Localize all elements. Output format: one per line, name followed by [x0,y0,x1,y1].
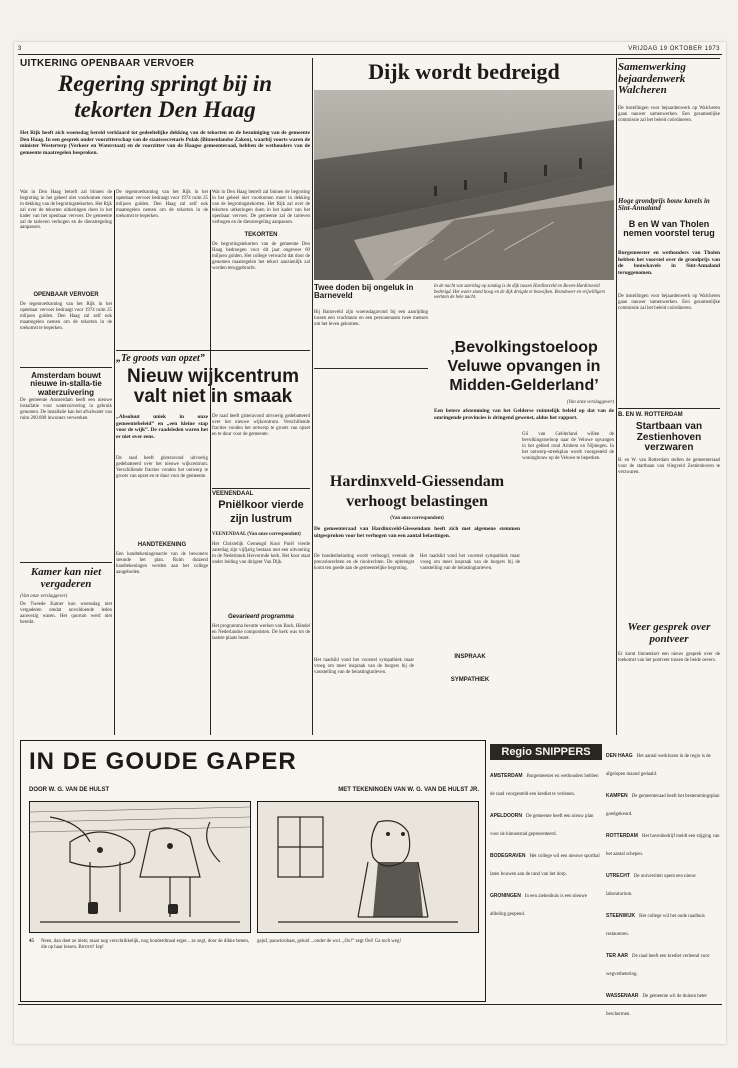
snippers-logo: Regio SNIPPERS [490,744,602,760]
comic-panel-left-art [30,802,250,932]
hardinx-body-b: Het raadslid vond het voorstel sympathiek maar vroeg om meer inspraak van de burgers bij de vaststelling van de belastingtarieven. [314,658,414,675]
zestienhoven-headline: Startbaan van Zestienhoven verzwaren [635,421,703,453]
lead-sub-tekorten: TEKORTEN [244,232,278,238]
veluwe-intro: Een betere afstemming van het Gelderse ruimtelijk beleid op dat van de omringende provincies is dringend gewenst, aldus het rapport. [434,408,614,421]
comic-strip [20,740,486,1002]
flood-photo [314,90,614,280]
lead-body-c: De begrotingstekorten van de gemeente Den Haag bedroegen voor dit jaar ongeveer 60 miljoen gulden. Het college verwacht dat door de genomen maatregelen het tekort aanzienlijk zal worden teruggebracht. [212,242,310,271]
snippers-item-text: De raad heeft een krediet verleend voor wegverbetering. [606,954,710,977]
pontveer-body: Er komt binnenkort een nieuw gesprek over de toekomst van het pontveer tussen de beide oevers. [618,652,720,663]
wijkcentrum-story [116,354,310,407]
lead-intro: Het Rijk heeft zich woensdag bereid verklaard tot gedeeltelijke dekking van de tekorten en de bezuiniging van de gemeente Den Haag. In een gesprek onder voorzitterschap van de staatssecretaris Polak (Binnenlandse Zaken), waarbij voorts waren de minister Westerterp (Verkeer en Waterstaat) en de voorzitter van de Haagse gemeenteraad, hebben de wethouders van de gemeente maatregelen besproken. [20,130,310,157]
snippers-item [490,804,602,840]
snippers-item-text: Het havenbedrijf meldt een stijging van het aantal schepen. [606,834,720,857]
snippers-item-place: TER AAR [606,953,629,959]
lead-sub-openbaar-vervoer: OPENBAAR VERVOER [33,292,99,298]
snippers-item-text: Het aantal werklozen in de regio is de afgelopen maand gedaald. [606,754,711,777]
snippers-item-place: STEENWIJK [606,913,636,919]
wijk-body: De raad heeft gisteravond uitvoerig gedebatteerd over het nieuwe wijkcentrum. Verschillende fracties vonden het ontwerp te groots van opzet en te duur voor de gemeente. [116,456,208,479]
kamer-headline: Kamer kan niet vergaderen [30,566,102,590]
kamer-byline: (Van onze verslaggever) [20,594,68,599]
wijk-headline-2: valt niet in smaak [133,386,293,408]
left-rule-1 [20,367,112,368]
snippers-item [606,864,720,900]
hardinx-sub-inspraak: INSPRAAK [454,654,486,660]
walcheren-body: De instellingen voor bejaardenwerk op Walcheren gaan nauwer samenwerken. Een gezamenlijke commissie zal het beleid coördineren. [618,106,720,123]
hardinx-sub-sympathiek: SYMPATHIEK [450,677,490,683]
flood-headline: Dijk wordt bedreigd [368,59,560,84]
lead-body-col2: De tegemoetkoming van het Rijk in het openbaar vervoer bedraagt voor 1974 ruim 25 miljoen gulden. Den Haag zal zelf ook maatregelen nemen om de tekorten in de toekomst te beperken. [116,190,208,219]
snippers-item-place: AMSTERDAM [490,773,523,779]
lead-kicker: UITKERING OPENBAAR VERVOER [20,58,195,69]
comic-panel-left [29,801,251,933]
tholen-kicker: Hoge grondprijs bouw kavels in Sint-Annaland [618,197,710,213]
tholen-intro: Burgemeester en wethouders van Tholen hebben het voorstel over de grondprijs van de bouwkavels in Sint-Annaland teruggenomen. [618,250,720,276]
kamer-body: De Tweede Kamer kon woensdag niet vergaderen omdat onvoldoende leden aanwezig waren. Het quorum werd niet bereikt. [20,602,112,625]
column-rule-2 [210,190,211,735]
veen-rule [212,488,310,489]
page-date: VRIJDAG 19 OKTOBER 1973 [628,46,720,52]
barneveld-body: Bij Barneveld zijn woensdagavond bij een aanrijding tussen een vrachtauto en een personenauto twee mensen om het leven gekomen. [314,310,428,327]
veen-headline-1: Pniëlkoor vierde [218,499,304,511]
snippers-item [490,884,602,920]
snippers-item-place: ROTTERDAM [606,833,638,839]
snippers-item [606,744,720,780]
snippers-item-text: De gemeenteraad heeft het bestemmingsplan goedgekeurd. [606,794,720,817]
snippers-item-place: WASSENAAR [606,993,639,999]
column-rule-1 [114,190,115,735]
walcheren-headline: Samenwerking bejaardenwerk Walcheren [618,61,686,97]
snippers-item-text: Het college wil een nieuwe sporthal laten bouwen aan de rand van het dorp. [490,854,600,877]
hardinx-body-col2: Het raadslid vond het voorstel sympathiek maar vroeg om meer inspraak van de burgers bij de vaststelling van de belastingtarieven. [420,554,520,571]
comic-title: IN DE GOUDE GAPER [29,748,297,775]
snippers-item [490,764,602,800]
tholen-body: De instellingen voor bejaardenwerk op Walcheren gaan nauwer samenwerken. Een gezamenlijke commissie zal het beleid coördineren. [618,294,720,311]
column-rule-3 [312,58,313,735]
column-rule-4 [616,58,617,735]
comic-author: DOOR W. G. VAN DE HULST [29,787,110,793]
veluwe-headline: ‚Bevolkingstoeloop Veluwe opvangen in Midden-Gelderland’ [447,339,601,394]
snippers-item-place: APELDOORN [490,813,522,819]
comic-panel-right-art [258,802,478,932]
snippers-item [606,824,720,860]
veen-body: Het Christelijk Gemengd Koor Pniël vierde zaterdag zijn vijfjarig bestaan met een uitvoering in de Nederlands Hervormde kerk. Het koor staat onder leiding van dirigent Van Dijk. [212,542,310,565]
comic-text-right: gejuf, pauwkrobaat, geluid ...onder de wol. „Oo!” zegt Oei! Ga toch weg! [257,939,402,944]
snippers-item [606,944,720,980]
lead-headline-2: tekorten Den Haag [74,97,256,123]
snippers-item [606,984,720,1020]
right-rule [618,58,720,59]
snippers-item-text: Het college wil het oude raadhuis restaureren. [606,914,705,937]
wijk-body-b: Een handtekeningenactie van de bewoners steunde het plan. Ruim duizend handtekeningen werden aan het college aangeboden. [116,552,208,575]
wijk-sub-handtekening: HANDTEKENING [137,542,187,548]
veen-sub: Gevarieerd programma [227,614,295,620]
lead-headline-1: Regering springt bij in [57,71,273,96]
left-rule-2 [20,562,112,563]
snippers-item-place: KAMPEN [606,793,628,799]
hardinx-headline-2: verhoogt belastingen [346,493,488,510]
snippers-item-text: Burgemeester en wethouders hebben de raad voorgesteld een krediet te verlenen. [490,774,599,797]
lead-body-col3: Wat in Den Haag betreft zal binnen de begroting in het geheel niet voorkomen moet in dekking van de begrotingstekorten. Het Rijk zal over de tekorten uitkeringen doen in het kader van het openbaar vervoer. De gemeente zal de tarieven verhogen en de dienstregeling aanpassen. [212,190,310,225]
snippers-item-place: GRONINGEN [490,893,521,899]
snippers-item-text: De universiteit opent een nieuw laboratorium. [606,874,697,897]
wijk-rule [116,350,310,351]
snippers-item [606,904,720,940]
veluwe-body: GS van Gelderland willen de bevolkingstoeloop naar de Veluwe opvangen in het gebied rond Arnhem en Nijmegen. In het ontwerp-streekplan wordt voorgesteld de woningbouw op de Veluwe te beperken. [522,432,614,461]
veen-byline: VEENENDAAL (Van onze correspondent) [212,532,301,537]
veen-body-b: Het programma bevatte werken van Bach, Händel en Nederlandse componisten. De kerk was tot de laatste plaats bezet. [212,624,310,641]
wijk-body-col2: De raad heeft gisteravond uitvoerig gedebatteerd over het nieuwe wijkcentrum. Verschillende fracties vonden het ontwerp te groots van opzet en te duur voor de gemeente. [212,414,310,437]
zestienhoven-body: B. en W. van Rotterdam stellen de gemeenteraad voor de startbaan van vliegveld Zestienhoven te verzwaren. [618,458,720,475]
lead-story [20,58,310,157]
lead-body-b: De tegemoetkoming van het Rijk in het openbaar vervoer bedraagt voor 1974 ruim 25 miljoen gulden. Den Haag zal zelf ook maatregelen nemen om de tekorten in de toekomst te beperken. [20,302,112,331]
amsterdam-body: De gemeente Amsterdam heeft een nieuwe installatie voor waterzuivering in gebruik genomen. De installatie kan het afvalwater van ruim 200.000 inwoners verwerken. [20,398,112,421]
wijk-intro: „Absoluut uniek in onze gemeentebeleid” en „een kleine stap voor de wijk”. De raadsleden waren het er niet over eens. [116,414,208,440]
rotterdam-kicker: B. EN W. ROTTERDAM [618,412,683,418]
newspaper-page [14,42,726,1044]
snippers-item-text: De gemeente wil de duinen beter beschermen. [606,994,708,1017]
barneveld-headline: Twee doden bij ongeluk in Barneveld [314,283,414,301]
veen-headline-2: zijn lustrum [230,513,292,525]
page-number: 3 [18,46,22,52]
comic-panel-right [257,801,479,933]
bottom-rule [18,1004,722,1005]
snippers-column-2 [606,744,720,1017]
lead-body-a: Wat in Den Haag betreft zal binnen de begroting in het geheel niet voorkomen moet in dekking van de begrotingstekorten. Het Rijk zal over de tekorten uitkeringen doen in het kader van het openbaar vervoer. De gemeente zal de tarieven verhogen en de dienstregeling aanpassen. [20,190,112,231]
flood-photo-image [314,90,614,280]
tholen-headline: B en W van Tholen nemen voorstel terug [623,219,715,239]
comic-number: 45 [29,939,34,944]
wijk-kicker: „Te groots van opzet” [116,353,205,364]
veluwe-byline: (Van onze verslaggever) [566,400,614,405]
snippers-item [490,844,602,880]
snippers-item-place: DEN HAAG [606,753,633,759]
comic-text-left: Neen, dan doet ze niets; maar nog verschrikkelijk, nog honderdmaal erger... ze zegt, door de dikke benen, die op haar lessen. Brrrrrrr! Iep! [41,939,249,950]
hardinx-byline: (Van onze correspondent) [390,516,444,521]
snippers-item-place: BODEGRAVEN [490,853,526,859]
flood-caption: In de nacht van zaterdag op zondag is de dijk tussen Hardinxveld en Boven-Hardinxveld bedreigd. Het water stond hoog en de dijk dreigde te bezwijken. Brandweer en vrijwilligers werkten de hele nacht. [434,284,606,301]
top-rule [18,54,722,55]
snippers-item-text: De gemeente heeft een nieuw plan voor de binnenstad gepresenteerd. [490,814,594,837]
snippers-item-text: In een ziekenhuis is een nieuwe afdeling geopend. [490,894,587,917]
hardinx-body: De hondenbelasting wordt verhoogd, evenals de precariorechten en de rioolrechten. De opbrengst komt ten goede aan de gemeentelijke begroting. [314,554,414,571]
comic-illustrator: MET TEKENINGEN VAN W. G. VAN DE HULST JR. [338,787,479,793]
right-rule-2 [618,408,720,409]
hardinx-intro: De gemeenteraad van Hardinxveld-Giessendam heeft zich met algemene stemmen uitgesproken voor het verhogen van een aantal belastingen. [314,526,520,539]
wijk-headline-1: Nieuw wijkcentrum [126,365,300,387]
snippers-item [606,784,720,820]
pontveer-headline: Weer gesprek over pontveer [627,621,711,645]
snippers-item-place: UTRECHT [606,873,630,879]
amsterdam-headline: Amsterdam bouwt nieuwe in-stalla-tie waterzuivering [30,371,102,397]
snippers-column-1 [490,764,602,994]
veen-kicker: VEENENDAAL [212,491,254,497]
hardinx-rule [314,368,428,369]
hardinx-headline-1: Hardinxveld-Giessendam [329,473,505,490]
